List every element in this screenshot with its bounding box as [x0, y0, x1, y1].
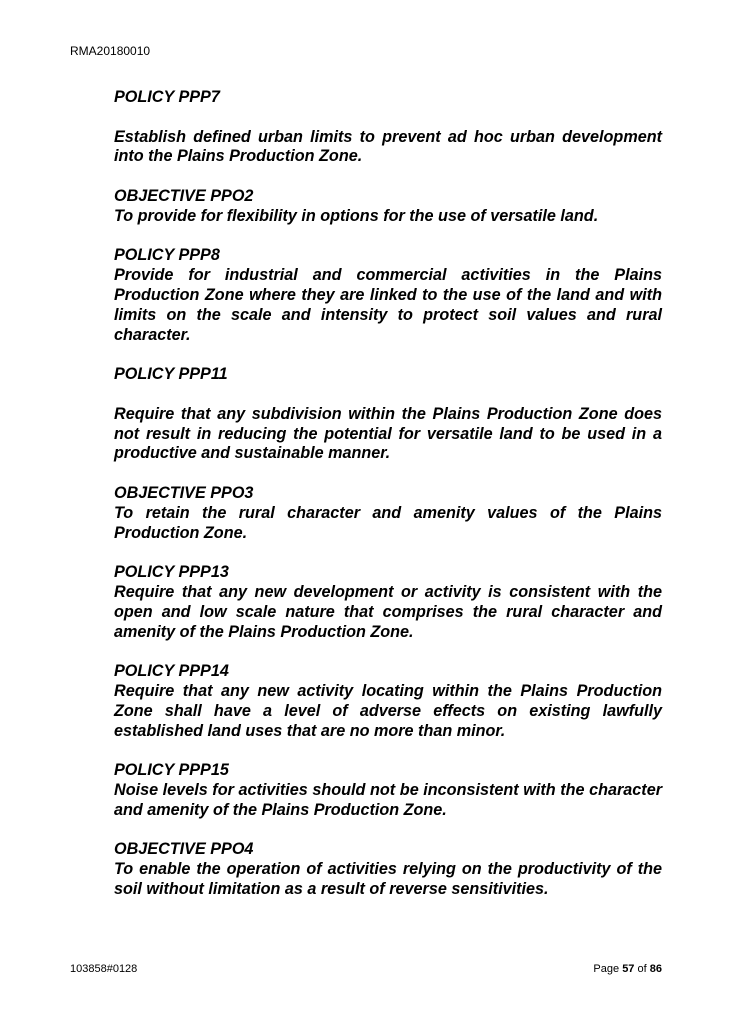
objective-text: To provide for flexibility in options for the use of versatile land.: [114, 206, 599, 225]
page-total: 86: [649, 963, 662, 975]
policy-heading: POLICY PPP13: [114, 563, 229, 582]
policy-text: Require that any subdivision within the Plains Production Zone does not result in reducing the potential for versatile land to be used in a productive and sustainable manner.: [114, 404, 662, 463]
policy-heading: POLICY PPP14: [114, 662, 229, 681]
footer-document-id: 103858#0128: [70, 963, 138, 975]
policy-text: Establish defined urban limits to prevent ad hoc urban development into the Plains Production Zone.: [114, 127, 662, 166]
objective-text: To enable the operation of activities relying on the productivity of the soil without limitation as a result of reverse sensitivities.: [114, 860, 662, 898]
objective-text: To retain the rural character and amenity values of the Plains Production Zone.: [114, 503, 662, 542]
page-current: 57: [622, 963, 635, 975]
policy-content: [114, 88, 662, 900]
page-of: of: [637, 963, 647, 975]
policy-heading: POLICY PPP11: [114, 365, 228, 384]
policy-heading: POLICY PPP8: [114, 246, 220, 265]
policy-text: Require that any new development or activity is consistent with the open and low scale nature that comprises the rural character and amenity of the Plains Production Zone.: [114, 582, 662, 641]
document-reference: RMA20180010: [70, 44, 151, 58]
policy-text: Require that any new activity locating within the Plains Production Zone shall have a level of adverse effects on existing lawfully established land uses that are no more than minor.: [114, 681, 662, 740]
objective-heading: OBJECTIVE PPO4: [114, 840, 254, 859]
objective-heading: OBJECTIVE PPO3: [114, 483, 254, 502]
policy-text: Provide for industrial and commercial activities in the Plains Production Zone where they are linked to the use of the land and with limits on the scale and intensity to protect soil values and rural character.: [114, 266, 662, 344]
policy-heading: POLICY PPP7: [114, 88, 220, 106]
objective-heading: OBJECTIVE PPO2: [114, 186, 254, 205]
policy-text: Noise levels for activities should not be inconsistent with the character and amenity of the Plains Production Zone.: [114, 780, 662, 819]
page-label: Page: [593, 963, 620, 975]
footer-page-number: [593, 963, 662, 976]
policy-heading: POLICY PPP15: [114, 761, 229, 780]
